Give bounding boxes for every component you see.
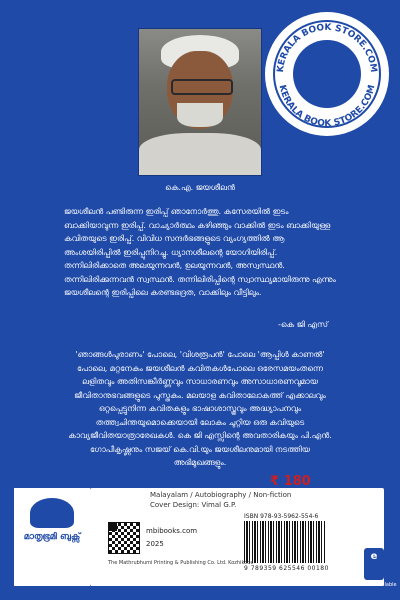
badge-text-bottom: KERALA BOOK STORE.COM [276,83,378,130]
svg-text:KERALA BOOK STORE.COM [277,84,378,129]
badge-text-arc [265,12,389,136]
qr-code-icon [108,522,140,554]
ebook-icon: e [364,548,384,580]
website-link[interactable]: mbibooks.com [146,527,198,535]
printer-credit: The Mathrubhumi Printing & Publishing Co. Ltd. Kozhikode [108,560,254,566]
quote-signature: -കെ ജി എസ് [277,320,328,329]
badge-text-top: KERALA BOOK STORE.COM [275,22,379,74]
author-caption: കെ.എ. ജയശീലൻ [165,183,235,192]
book-description: 'ഞാങ്ങൾപുരാണം' പോലെ, 'വിശരൂപൻ' പോലെ 'ആപ്പിൾ കാണൽ' പോലെ, മറ്റനേകം ജയശീലൻ കവിതകൾപോലെ ഒരേസമയംതന്നെ ലളിതവും അതിസങ്കീർണ്ണവും സാധാരണവും അസാധാരണവുമായ ജീവിതാനുഭവങ്ങളുടെ പുസ്തകം. മലയാള കവിതാലോകത്ത് എക്കാലവും ഒറ്റപ്പെട്ടുനിന്ന കവിതകളും ഭാഷാശാസ്ത്രവും അദ്ധ്യാപനവും തത്ത്വചിന്തയുമൊക്കെയായി ലോകം ചുറ്റിയ ഒരു കവിയുടെ കാവ്യജീവിതയാത്രാരേഖകൾ. കെ ജി എസ്സിന്റെ അവതാരികയും പി.എൻ. ഗോപീകൃഷ്ണനും സജയ് കെ.വി.യും ജയശീലനുമായി നടത്തിയ അഭിമുഖങ്ങളും. [68,350,332,467]
publisher-name: മാതൃഭൂമി ബുക്സ് [23,532,81,542]
barcode-image [244,521,326,563]
isbn-label: ISBN 978-93-5962-554-6 [244,513,319,520]
store-badge [265,12,389,136]
cover-design-line: Cover Design: Vimal G.P. [150,501,237,509]
photo-glasses [171,79,233,95]
blurb-quote: ജയശീലൻ പണ്ടിരുന്ന ഇരിപ്പ് ഞാനോർത്തു. കസേരയിൽ ഇടം ബാക്കിയാവുന്ന ഇരിപ്പ്. വാച്യാർത്ഥം കഴിഞ്ഞും വാക്കിൽ ഇടം ബാക്കിയുള്ള കവിതയുടെ ഇരിപ്പ്. വിവിധ സന്ദർഭങ്ങളുടെ വ്യംഗ്യത്തിൽ ആ അംശയിരിപ്പിൽ ഇരിപ്പുനിറച്ചു. ധ്യാനശീലന്റെ യോഗിയിരിപ്പ്. തന്നിലിരിക്കാതെ അലയുന്നവൻ, ഉലയുന്നവൻ, അസ്വസ്ഥൻ. തന്നിലിരിക്കുന്നവൻ സ്വസ്ഥൻ. തന്നിലിരിപ്പിന്റെ സ്വാസ്ഥ്യമായിരുന്നു എന്നും ജയശീലന്റെ ഇരിപ്പിലെ കരണ്ടഭദ്രത, വാക്കിലും വീട്ടിലും. [64,207,336,297]
publication-year: 2025 [146,540,164,548]
publisher-logo-panel [14,488,90,586]
author-photo [138,28,262,176]
elephant-logo-icon [30,498,74,528]
photo-beard [177,103,223,127]
ebook-available-label: Book available [360,582,397,588]
photo-shirt [139,133,261,175]
price-label: ₹ 180 [270,474,311,489]
barcode-number: 9 789359 625546 00180 [244,565,329,572]
genre-line: Malayalam / Autobiography / Non-fiction [150,491,292,499]
svg-text:KERALA BOOK STORE.COM [276,23,378,73]
